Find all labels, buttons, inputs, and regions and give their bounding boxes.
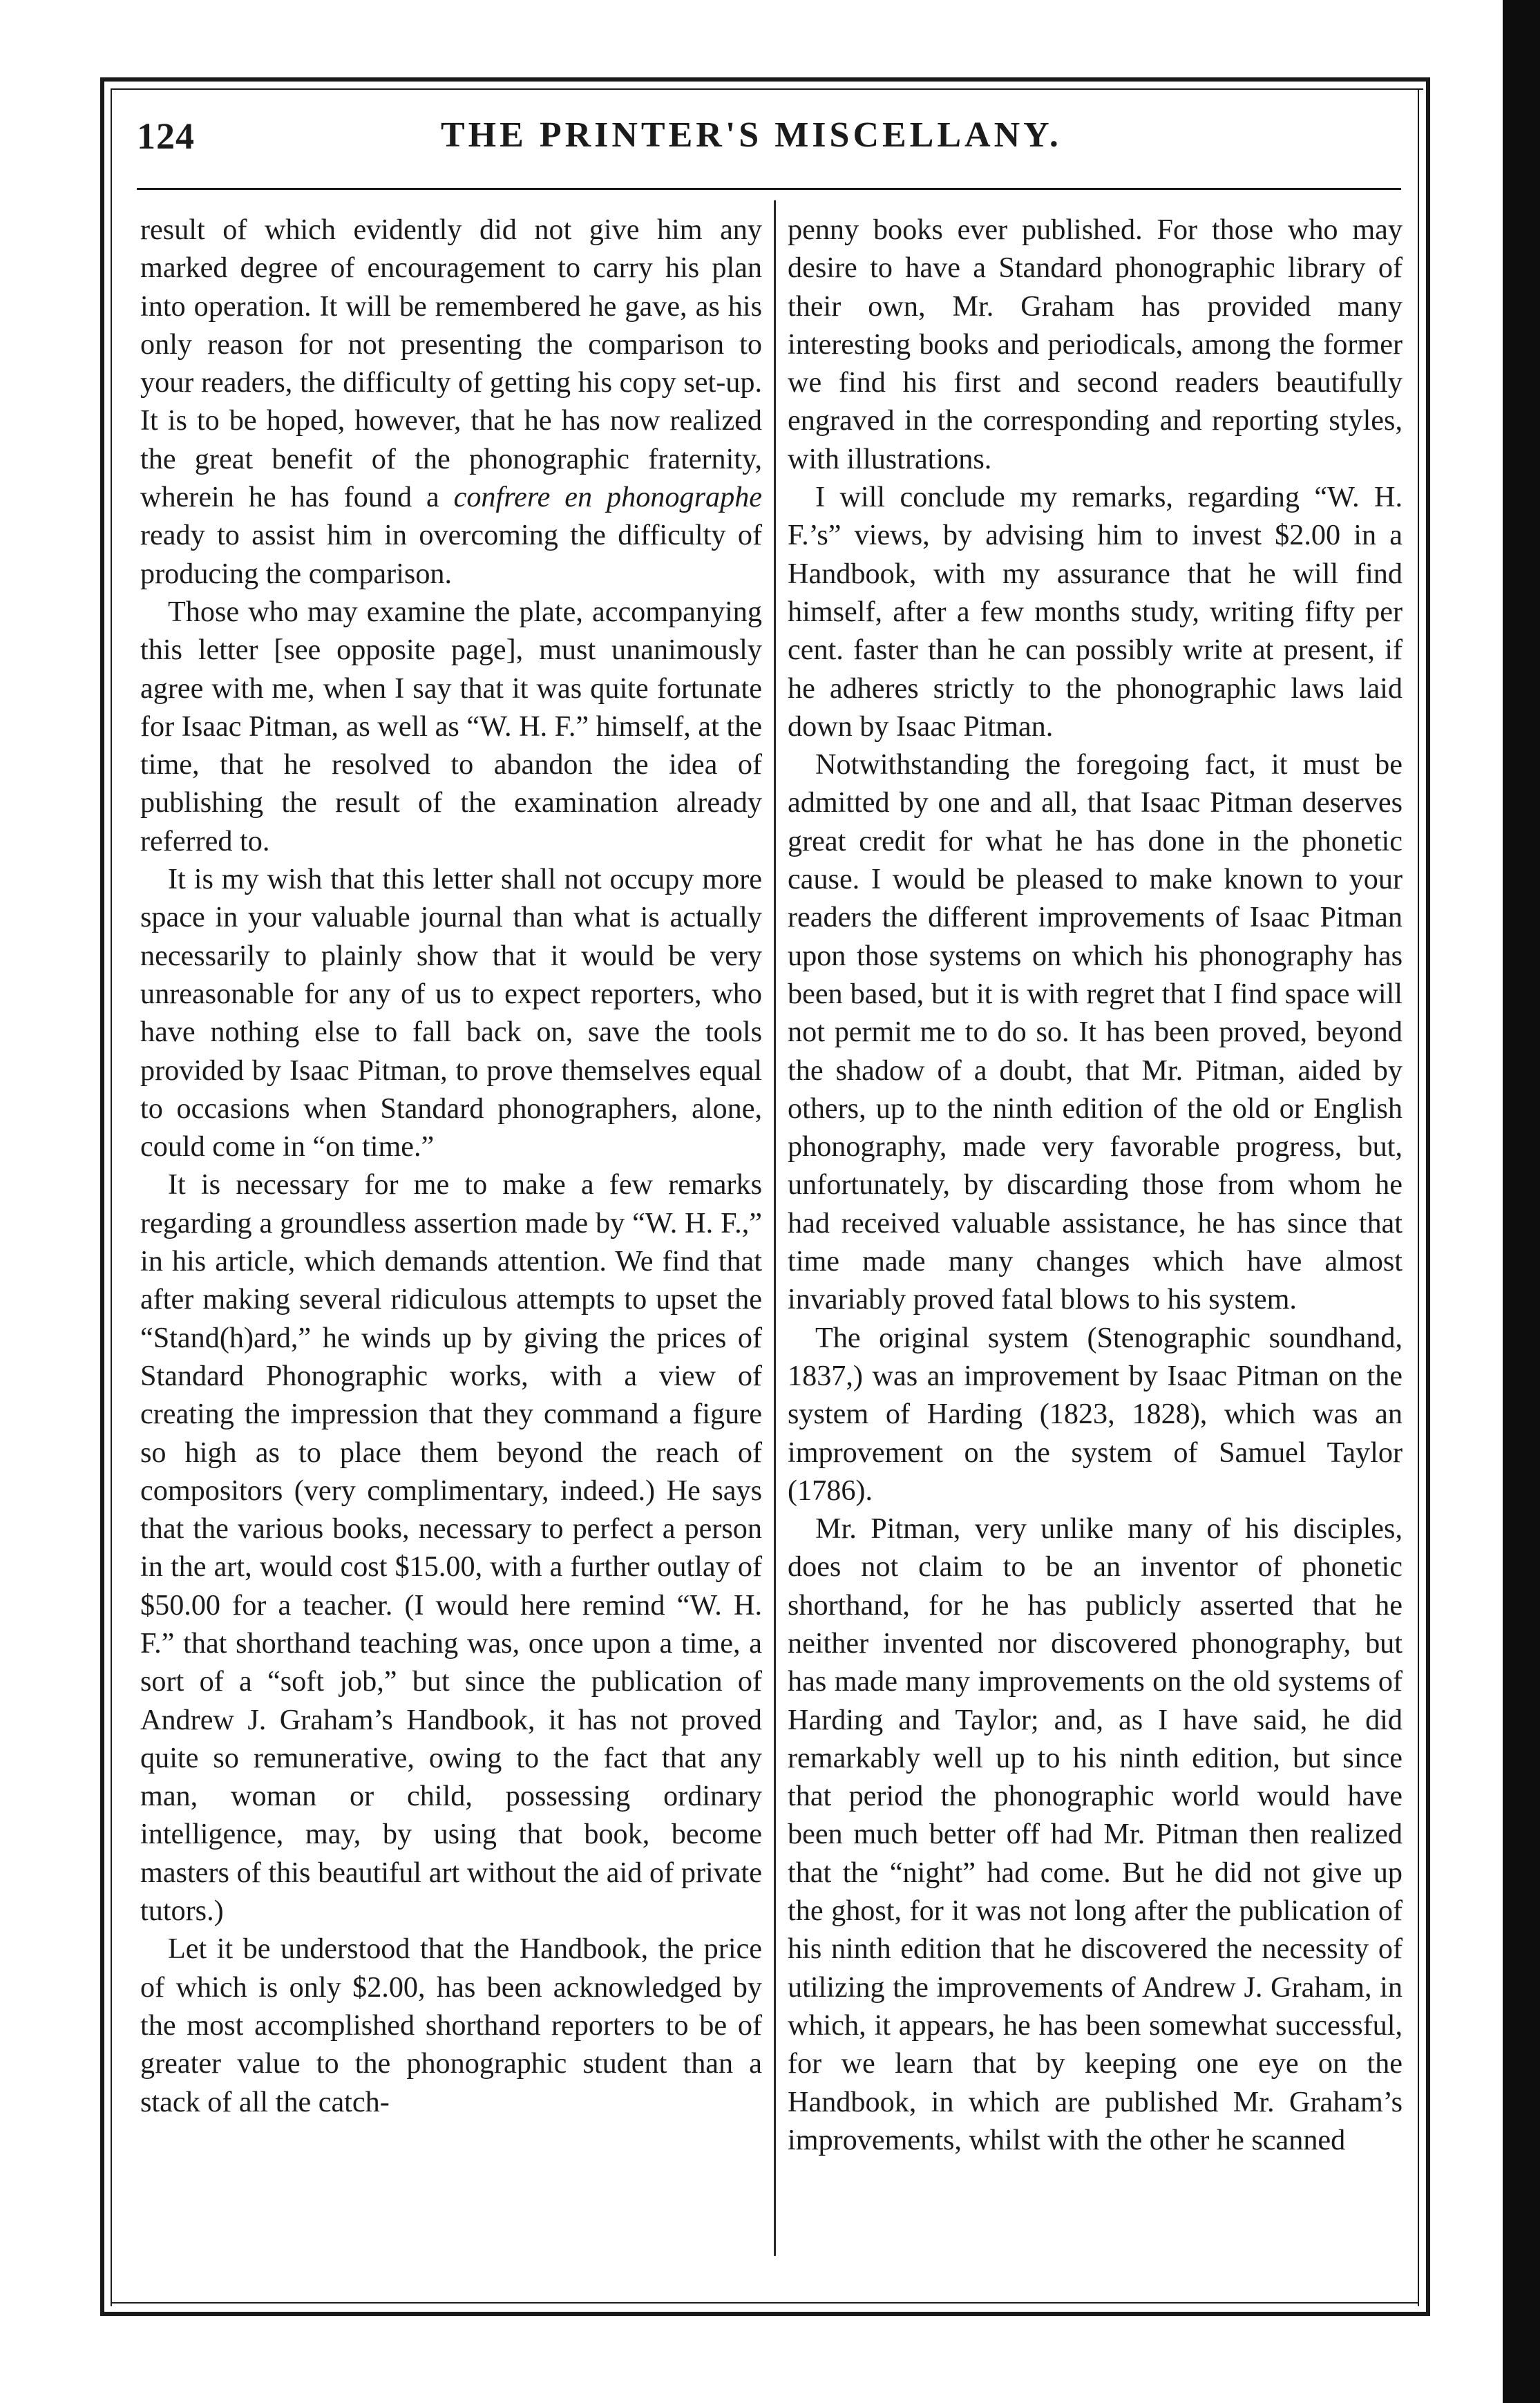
- column-divider: [774, 200, 776, 2256]
- scan-edge-bar: [1503, 0, 1540, 2403]
- left-column: [140, 211, 762, 2121]
- italic-phrase: confrere en phonographe: [453, 481, 763, 514]
- paragraph: It is my wish that this letter shall not occupy more space in your valuable journal than what is actually necessarily to plainly show that it would be very unreasonable for any of us to expect reporters, who have nothing else to fall back on, save the tools provided by Isaac Pitman, to prove themselves equal to occasions when Standard phonographers, alone, could come in “on time.”: [140, 863, 762, 1163]
- frame-bottom-rule: [100, 2312, 1430, 2316]
- right-column: [788, 211, 1403, 2159]
- page-header: [137, 115, 1398, 170]
- frame-top-rule-inner: [111, 88, 1423, 90]
- paragraph-text: result of which evidently did not give him any marked degree of encouragement to carry his plan into operation. It will be remembered he gave, as his only reason for not presenting the comparison to your readers, the difficulty of getting his copy set-up. It is to be hoped, however, that he has now realized the great benefit of the phonographic fraternity, wherein he has found a: [140, 213, 762, 514]
- page-number: 124: [137, 115, 195, 157]
- paragraph: It is necessary for me to make a few remarks regarding a groundless assertion made by “W. H. F.,” in his article, which demands attention. We find that after making several ridiculous attempts to upset the “Stand(h)ard,” he winds up by giving the prices of Standard Phonographic works, with a view of creating the impression that they command a figure so high as to place them beyond the reach of compositors (very complimentary, indeed.) He says that the various books, necessary to perfect a person in the art, would cost $15.00, with a further outlay of $50.00 for a teacher. (I would here remind “W. H. F.” that shorthand teaching was, once upon a time, a sort of a “soft job,” but since the publication of Andrew J. Graham’s Handbook, it has not proved quite so remunerative, owing to the fact that any man, woman or child, possessing ordinary intelligence, may, by using that book, become masters of this beautiful art without the aid of private tutors.): [140, 1168, 762, 1928]
- header-rule: [137, 188, 1401, 190]
- frame-bottom-rule-inner: [111, 2302, 1419, 2304]
- frame-top-rule: [100, 77, 1430, 82]
- running-title: THE PRINTER'S MISCELLANY.: [441, 115, 1062, 155]
- paragraph: Mr. Pitman, very unlike many of his disciples, does not claim to be an inventor of phonetic shorthand, for he has publicly asserted that he neither invented nor discovered phonography, but has made many improvements on the old systems of Harding and Taylor; and, as I have said, he did remarkably well up to his ninth edition, but since that period the phonographic world would have been much better off had Mr. Pitman then realized that the “night” had come. But he did not give up the ghost, for it was not long after the publication of his ninth edition that he discovered the necessity of utilizing the improvements of Andrew J. Graham, in which, it appears, he has been somewhat successful, for we learn that by keeping one eye on the Handbook, in which are published Mr. Graham’s improvements, whilst with the other he scanned: [788, 1512, 1403, 2156]
- paragraph: Those who may examine the plate, accompanying this letter [see opposite page], must unanimously agree with me, when I say that it was quite fortunate for Isaac Pitman, as well as “W. H. F.” himself, at the time, that he resolved to abandon the idea of publishing the result of the examination already referred to.: [140, 595, 762, 857]
- paragraph-text: ready to assist him in overcoming the difficulty of producing the comparison.: [140, 519, 762, 590]
- frame-left-rule-inner: [111, 88, 112, 2306]
- paragraph: Notwithstanding the foregoing fact, it must be admitted by one and all, that Isaac Pitman deserves great credit for what he has done in the phonetic cause. I would be pleased to make known to your readers the different improvements of Isaac Pitman upon those systems on which his phonography has been based, but it is with regret that I find space will not permit me to do so. It has been proved, beyond the shadow of a doubt, that Mr. Pitman, aided by others, up to the ninth edition of the old or English phonography, made very favorable progress, but, unfortunately, by discarding those from whom he had received valuable assistance, he has since that time made many changes which have almost invariably proved fatal blows to his system.: [788, 748, 1403, 1316]
- frame-right-rule-inner: [1418, 88, 1419, 2306]
- frame-left-rule: [100, 77, 104, 2316]
- paragraph: penny books ever published. For those who may desire to have a Standard phonographic library of their own, Mr. Graham has provided many interesting books and periodicals, among the former we find his first and second readers beautifully engraved in the corresponding and reporting styles, with illustrations.: [788, 213, 1403, 475]
- paragraph: [140, 211, 762, 593]
- frame-right-rule: [1426, 77, 1430, 2316]
- paragraph: I will conclude my remarks, regarding “W. H. F.’s” views, by advising him to invest $2.00 in a Handbook, with my assurance that he will find himself, after a few months study, writing fifty per cent. faster than he can possibly write at present, if he adheres strictly to the phonographic laws laid down by Isaac Pitman.: [788, 481, 1403, 743]
- paragraph: The original system (Stenographic soundhand, 1837,) was an improvement by Isaac Pitman on the system of Harding (1823, 1828), which was an improvement on the system of Samuel Taylor (1786).: [788, 1321, 1403, 1507]
- paragraph: Let it be understood that the Handbook, the price of which is only $2.00, has been acknowledged by the most accomplished shorthand reporters to be of greater value to the phonographic student than a stack of all the catch-: [140, 1932, 762, 2118]
